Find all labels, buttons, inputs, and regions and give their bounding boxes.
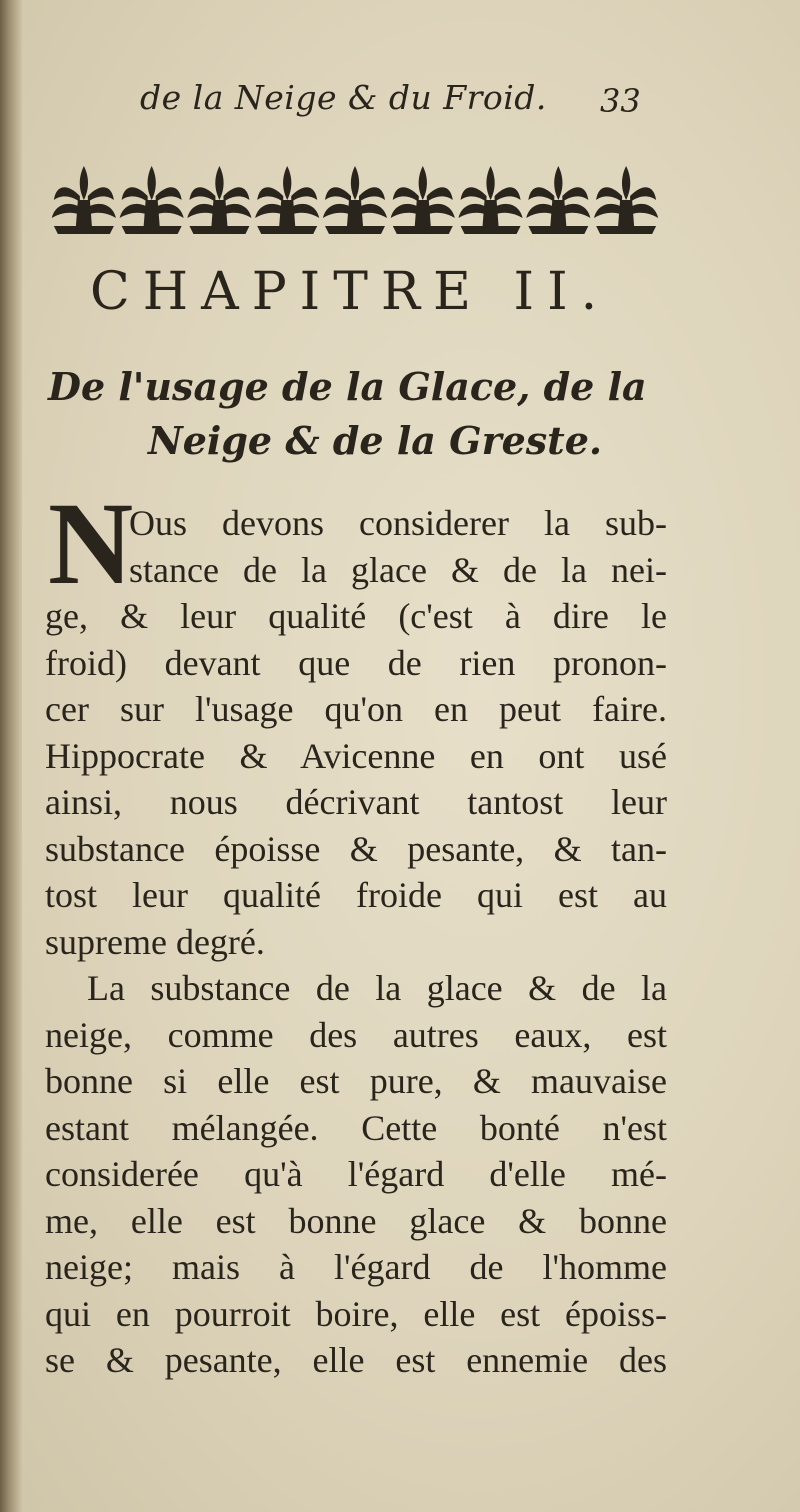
body-line: neige, comme des autres eaux, est <box>45 1014 667 1055</box>
body-line: qui en pourroit boire, elle est époiss- <box>45 1293 667 1334</box>
body-line: froid) devant que de rien pronon- <box>45 642 667 683</box>
body-line: ge, & leur qualité (c'est à dire le <box>45 596 667 636</box>
body-line: stance de la glace & de la nei- <box>129 549 667 590</box>
body-line: Ous devons considerer la sub- <box>129 503 667 543</box>
fleuron-icon <box>187 166 251 234</box>
fleuron-icon <box>120 166 184 234</box>
drop-cap: N <box>48 478 134 609</box>
chapter-subtitle <box>48 360 668 468</box>
body-line: estant mélangée. Cette bonté n'est <box>45 1107 667 1148</box>
body-line: Hippocrate & Avicenne en ont usé <box>45 735 667 776</box>
body-line: bonne si elle est pure, & mauvaise <box>45 1061 667 1101</box>
fleuron-icon <box>594 166 658 234</box>
body-line: tost leur qualité froide qui est au <box>45 875 667 915</box>
fleuron-icon <box>255 166 319 234</box>
page-number: 33 <box>600 82 641 120</box>
body-line: substance époisse & pesante, & tan- <box>45 828 667 869</box>
page-gutter <box>0 0 22 1512</box>
body-line: cer sur l'usage qu'on en peut faire. <box>45 689 667 729</box>
chapter-subtitle-line-2: Neige & de la Greste. <box>148 418 603 463</box>
body-line: supreme degré. <box>45 921 265 962</box>
fleuron-icon <box>391 166 455 234</box>
fleuron-ornament-band <box>50 160 660 240</box>
chapter-subtitle-line-1: De l'usage de la Glace, de la <box>48 364 647 409</box>
body-line: considerée qu'à l'égard d'elle mé- <box>45 1154 667 1194</box>
body-line: se & pesante, elle est ennemie des <box>45 1340 667 1380</box>
body-line: ainsi, nous décrivant tantost leur <box>45 782 667 822</box>
body-line: me, elle est bonne glace & bonne <box>45 1200 667 1241</box>
running-head: de la Neige & du Froid. <box>140 78 547 117</box>
fleuron-icon <box>323 166 387 234</box>
body-line: La substance de la glace & de la <box>87 968 667 1008</box>
body-text <box>45 500 667 1384</box>
chapter-heading: CHAPITRE II. <box>90 262 611 322</box>
fleuron-icon <box>52 166 116 234</box>
fleuron-icon <box>526 166 590 234</box>
body-line: neige; mais à l'égard de l'homme <box>45 1247 667 1287</box>
fleuron-icon <box>459 166 523 234</box>
